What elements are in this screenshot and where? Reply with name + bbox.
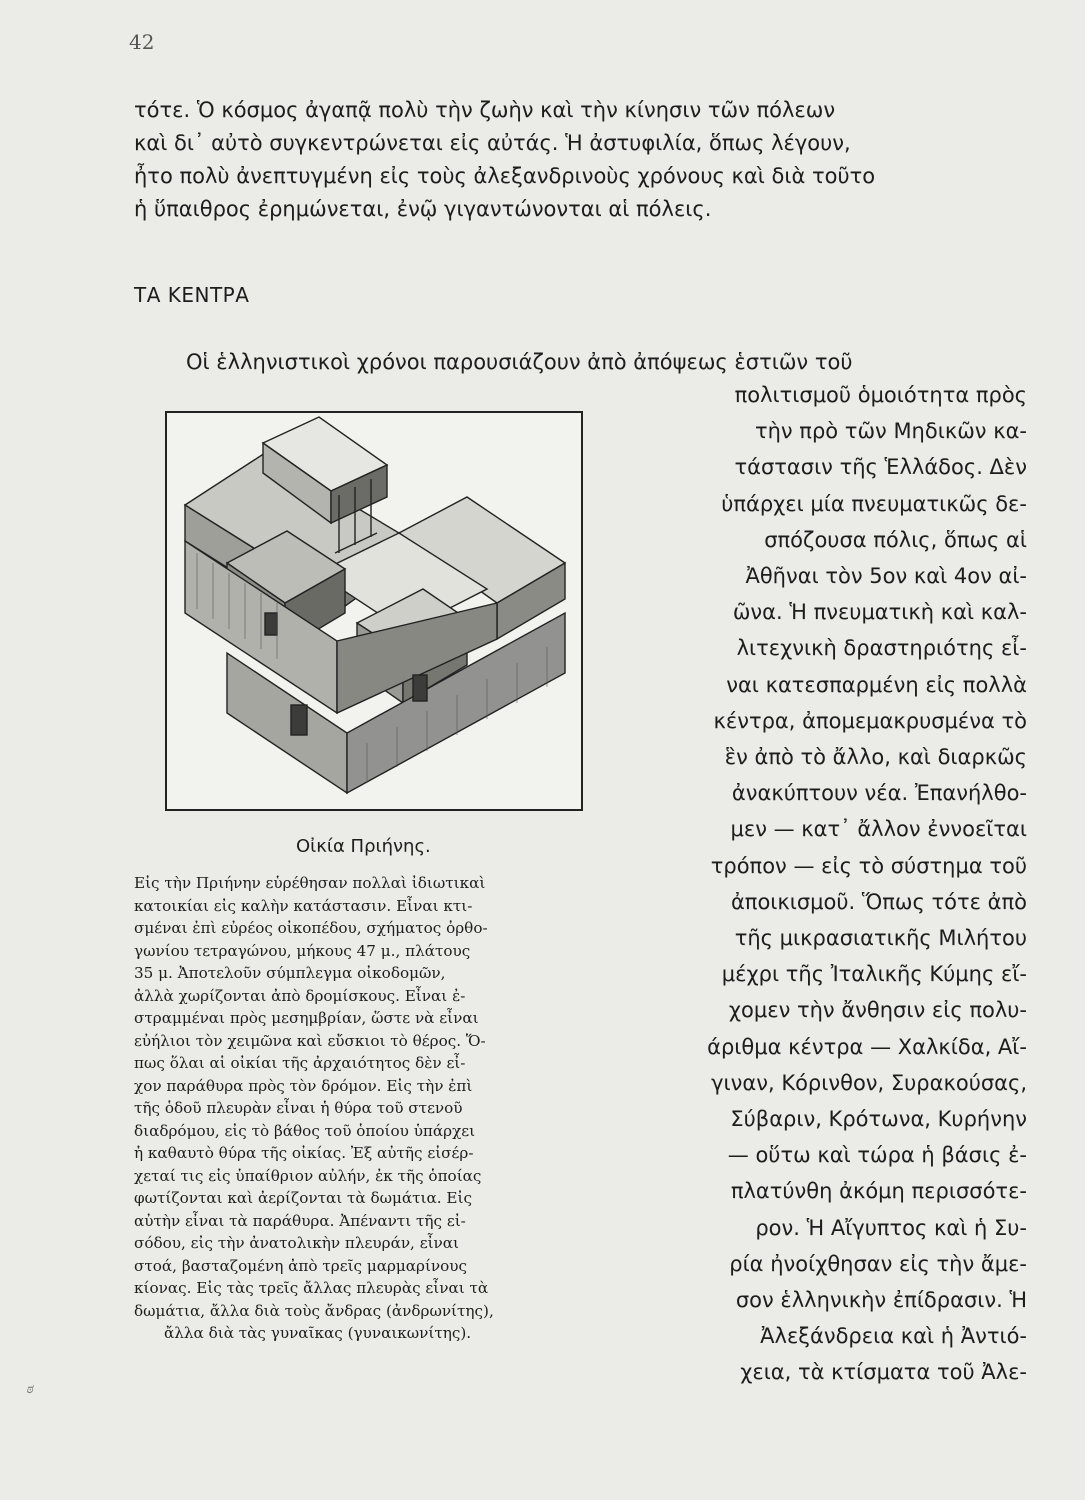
- caption-line: στοά, βασταζομένη ἀπὸ τρεῖς μαρμαρίνους: [134, 1256, 468, 1275]
- page-number: 42: [129, 30, 155, 54]
- caption-line: διαδρόμου, εἰς τὸ βάθος τοῦ ὁποίου ὑπάρχει: [134, 1121, 476, 1140]
- caption-line: 35 μ. Ἀποτελοῦν σύμπλεγμα οἰκοδομῶν,: [134, 964, 446, 982]
- caption-line: τῆς ὁδοῦ πλευρὰν εἶναι ἡ θύρα τοῦ στενοῦ: [134, 1099, 463, 1117]
- caption-line: γωνίου τετραγώνου, μήκους 47 μ., πλάτους: [134, 941, 471, 960]
- caption-line: χον παράθυρα πρὸς τὸν δρόμον. Εἰς τὴν ἐπὶ: [134, 1076, 473, 1095]
- intro-line: ἦτο πολὺ ἀνεπτυγμένη εἰς τοὺς ἀλεξανδρινοὺς χρόνους καὶ διὰ τοῦτο: [134, 164, 876, 188]
- body-line: πλατύνθη ἀκόμη περισσότε-: [730, 1179, 1027, 1204]
- caption-line: κατοικίαι εἰς καλὴν κατάστασιν. Εἶναι κτι-: [134, 896, 473, 915]
- caption-line: αὐτὴν εἶναι τὰ παράθυρα. Ἀπέναντι τῆς εἰ-: [134, 1211, 466, 1230]
- body-line: — οὕτω καὶ τώρα ἡ βάσις ἐ-: [727, 1143, 1027, 1168]
- intro-line: ἡ ὕπαιθρος ἐρημώνεται, ἐνῷ γιγαντώνονται αἱ πόλεις.: [134, 197, 712, 221]
- body-line: ρία ἠνοίχθησαν εἰς τὴν ἄμε-: [729, 1251, 1027, 1276]
- caption-line: εὐήλιοι τὸν χειμῶνα καὶ εὔσκιοι τὸ θέρος. Ὅ-: [134, 1031, 486, 1050]
- body-line: χομεν τὴν ἄνθησιν εἰς πολυ-: [728, 998, 1027, 1023]
- body-line: ὑπάρχει μία πνευματικῶς δε-: [721, 491, 1027, 516]
- body-line: ῶνα. Ἡ πνευματικὴ καὶ καλ-: [732, 600, 1027, 625]
- figure-title: Οἰκία Πριήνης.: [296, 836, 431, 857]
- body-line: μεν — κατ᾽ ἄλλον ἐννοεῖται: [730, 817, 1027, 842]
- intro-line: τότε. Ὁ κόσμος ἀγαπᾷ πολὺ τὴν ζωὴν καὶ τὴν κίνησιν τῶν πόλεων: [134, 98, 836, 122]
- body-line: μέχρι τῆς Ἰταλικῆς Κύμης εἴ-: [721, 962, 1027, 987]
- caption-line: φωτίζονται καὶ ἀερίζονται τὰ δωμάτια. Εἰς: [134, 1189, 472, 1207]
- body-line: άριθμα κέντρα — Χαλκίδα, Αἴ-: [707, 1034, 1027, 1059]
- caption-line: πως ὅλαι αἱ οἰκίαι τῆς ἀρχαιότητος δὲν εἶ-: [134, 1054, 466, 1072]
- body-line: σπόζουσα πόλις, ὅπως αἱ: [764, 527, 1027, 552]
- caption-line: κίονας. Εἰς τὰς τρεῖς ἄλλας πλευρὰς εἶναι τὰ: [134, 1279, 489, 1297]
- caption-line: ἄλλα διὰ τὰς γυναῖκας (γυναικωνίτης).: [164, 1324, 472, 1342]
- caption-line: στραμμέναι πρὸς μεσημβρίαν, ὥστε νὰ εἶναι: [134, 1009, 479, 1027]
- house-illustration: [165, 411, 583, 811]
- body-line: λιτεχνικὴ δραστηριότης εἶ-: [736, 636, 1027, 661]
- house-drawing: [167, 413, 581, 809]
- caption-line: σμέναι ἐπὶ εὐρέος οἰκοπέδου, σχήματος ὀρθο-: [134, 919, 488, 937]
- body-line: ρον. Ἡ Αἴγυπτος καὶ ἡ Συ-: [755, 1215, 1027, 1240]
- body-line: Ἀλεξάνδρεια καὶ ἡ Ἀντιό-: [760, 1324, 1027, 1349]
- section-heading: ΤΑ ΚΕΝΤΡΑ: [134, 283, 250, 307]
- body-line: Σύβαριν, Κρότωνα, Κυρήνην: [730, 1107, 1027, 1131]
- body-line: τῆς μικρασιατικῆς Μιλήτου: [734, 926, 1027, 950]
- margin-mark: ಠ: [26, 1382, 33, 1397]
- body-first-line: Οἱ ἑλληνιστικοὶ χρόνοι παρουσιάζουν ἀπὸ ἀπόψεως ἑστιῶν τοῦ: [186, 350, 853, 374]
- caption-line: ἡ καθαυτὸ θύρα τῆς οἰκίας. Ἐξ αὐτῆς εἰσέρ-: [134, 1144, 474, 1162]
- body-line: ἀποικισμοῦ. Ὅπως τότε ἀπὸ: [730, 889, 1027, 914]
- figure-caption: [134, 872, 582, 1345]
- caption-line: Εἰς τὴν Πριήνην εὑρέθησαν πολλαὶ ἰδιωτικαὶ: [134, 874, 486, 892]
- body-line: Ἀθῆναι τὸν 5ον καὶ 4ον αἰ-: [745, 564, 1027, 588]
- body-line: τρόπον — εἰς τὸ σύστημα τοῦ: [710, 853, 1027, 878]
- intro-paragraph: [134, 94, 1029, 226]
- caption-line: χεταί τις εἰς ὑπαίθριον αὐλήν, ἐκ τῆς ὁποίας: [134, 1166, 482, 1185]
- body-line: ναι κατεσπαρμένη εἰς πολλὰ: [726, 672, 1027, 697]
- caption-line: ἀλλὰ χωρίζονται ἀπὸ δρομίσκους. Εἶναι ἐ-: [134, 986, 466, 1005]
- intro-line: καὶ δι᾽ αὐτὸ συγκεντρώνεται εἰς αὐτάς. Ἡ ἀστυφιλία, ὅπως λέγουν,: [134, 131, 851, 155]
- caption-line: σόδου, εἰς τὴν ἀνατολικὴν πλευράν, εἶναι: [134, 1234, 459, 1252]
- body-line: τὴν πρὸ τῶν Μηδικῶν κα-: [754, 419, 1027, 444]
- body-line: ἀνακύπτουν νέα. Ἐπανήλθο-: [731, 781, 1027, 806]
- body-line: κέντρα, ἀπομεμακρυσμένα τὸ: [713, 708, 1027, 733]
- caption-line: δωμάτια, ἄλλα διὰ τοὺς ἄνδρας (ἀνδρωνίτης),: [134, 1301, 494, 1320]
- body-line: σον ἑλληνικὴν ἐπίδρασιν. Ἡ: [735, 1288, 1027, 1312]
- body-line: πολιτισμοῦ ὁμοιότητα πρὸς: [734, 383, 1027, 407]
- body-line: γιναν, Κόρινθον, Συρακούσας,: [711, 1070, 1027, 1095]
- body-line: χεια, τὰ κτίσματα τοῦ Ἀλε-: [740, 1360, 1027, 1385]
- body-line: τάστασιν τῆς Ἑλλάδος. Δὲν: [734, 455, 1027, 480]
- body-line: ἓν ἀπὸ τὸ ἄλλο, καὶ διαρκῶς: [724, 745, 1027, 769]
